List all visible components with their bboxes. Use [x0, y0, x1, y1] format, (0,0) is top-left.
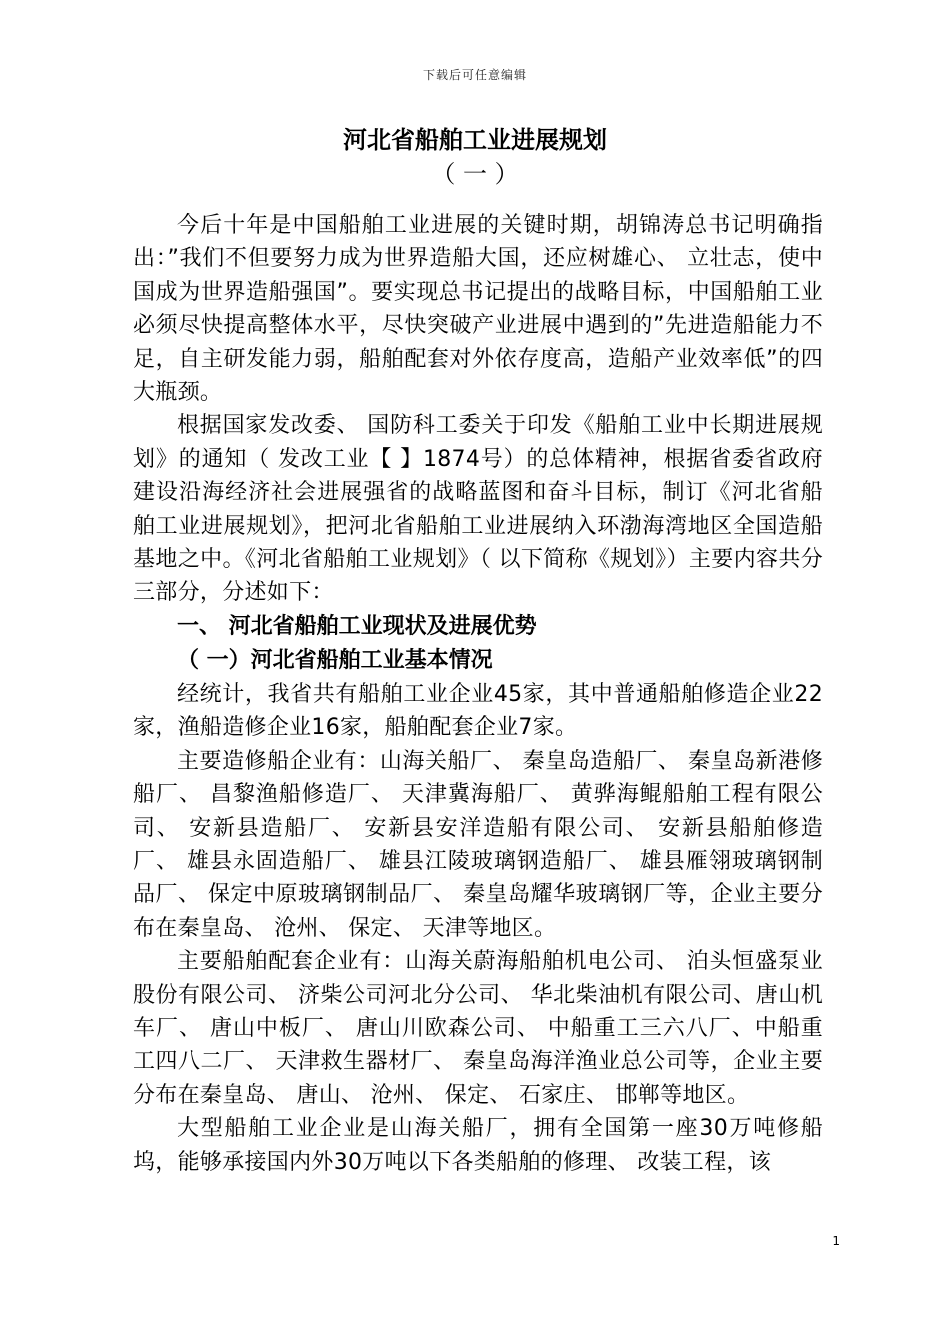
document-subtitle: （ 一 ）: [431, 160, 519, 188]
paragraph: 今后十年是中国船舶工业进展的关键时期，胡锦涛总书记明确指出：”我们不但要努力成为世界造船大国，还应树雄心、 立壮志，使中国成为世界造船强国”。要实现总书记提出的战略目标，中国船舶工业必须尽快提高整体水平，尽快突破产业进展中遇到的”先进造船能力不足，自主研发能力弱，船舶配套对外依存度高，造船产业效率低”的四大瓶颈。: [133, 213, 823, 406]
paragraph: 主要船舶配套企业有：山海关蔚海船舶机电公司、 泊头恒盛泵业股份有限公司、 济柴公司河北分公司、 华北柴油机有限公司、唐山机车厂、 唐山中板厂、 唐山川欧森公司、 中船重工三六八厂、中船重工四八二厂、 天津救生器材厂、 秦皇岛海洋渔业总公司等，企业主要分布在秦皇岛、 唐山、 沧州、 保定、 石家庄、 邯郸等地区。: [133, 949, 823, 1108]
paragraph: 主要造修船企业有：山海关船厂、 秦皇岛造船厂、 秦皇岛新港修船厂、 昌黎渔船修造厂、 天津冀海船厂、 黄骅海鲲船舶工程有限公司、 安新县造船厂、 安新县安洋造船有限公司、 安新县船舶修造厂、 雄县永固造船厂、 雄县江陵玻璃钢造船厂、 雄县雁翎玻璃钢制品厂、 保定中原玻璃钢制品厂、 秦皇岛耀华玻璃钢厂等，企业主要分布在秦皇岛、 沧州、 保定、 天津等地区。: [133, 748, 823, 941]
paragraph: 经统计，我省共有船舶工业企业45家，其中普通船舶修造企业22家，渔船造修企业16家，船舶配套企业7家。: [133, 681, 823, 741]
page-header-note: 下载后可任意编辑: [422, 68, 527, 82]
paragraph: 大型船舶工业企业是山海关船厂，拥有全国第一座30万吨修船坞，能够承接国内外30万吨以下各类船舶的修理、 改装工程，该: [133, 1116, 823, 1175]
page-number: 1: [832, 1234, 840, 1248]
subsection-heading: （ 一）河北省船舶工业基本情况: [177, 647, 493, 673]
document-title: 河北省船舶工业进展规划: [343, 126, 607, 154]
section-heading: 一、 河北省船舶工业现状及进展优势: [177, 613, 537, 639]
document-body: [133, 209, 823, 1179]
paragraph: 根据国家发改委、 国防科工委关于印发《船舶工业中长期进展规划》的通知（ 发改工业【 】1874号）的总体精神，根据省委省政府建设沿海经济社会进展强省的战略蓝图和奋斗目标，制订《河北省船舶工业进展规划》，把河北省船舶工业进展纳入环渤海湾地区全国造船基地之中。《河北省船舶工业规划》（ 以下简称《规划》）主要内容共分三部分，分述如下：: [133, 413, 823, 606]
